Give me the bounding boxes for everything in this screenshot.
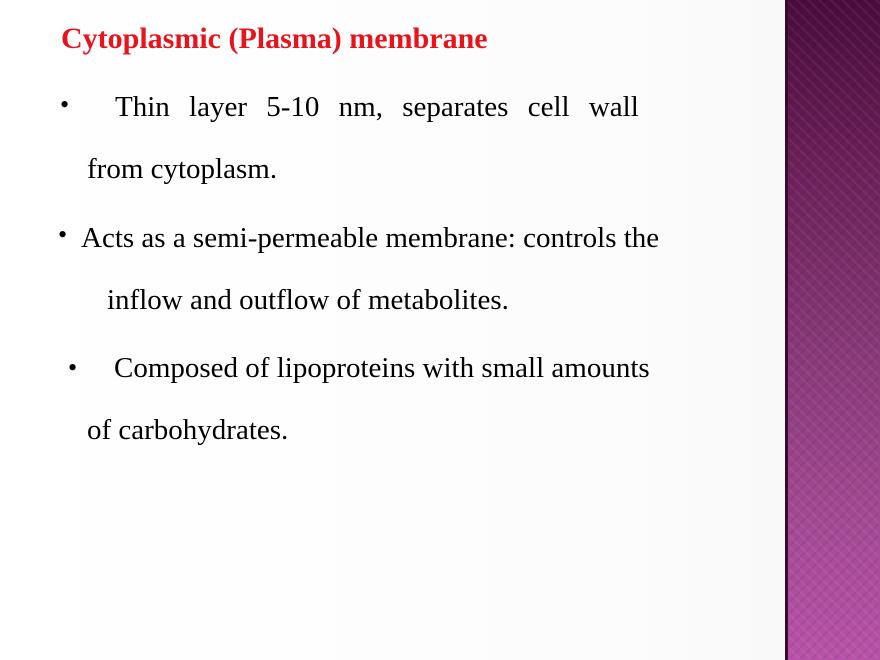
decorative-side-band xyxy=(785,0,880,660)
bullet-3-line-2: of carbohydrates. xyxy=(87,414,289,446)
slide-title: Cytoplasmic (Plasma) membrane xyxy=(61,22,488,55)
bullet-icon: • xyxy=(58,220,68,249)
bullet-2-line-1: Acts as a semi-permeable membrane: controls the xyxy=(81,222,660,254)
bullet-1-line-2: from cytoplasm. xyxy=(87,153,278,185)
bullet-icon: • xyxy=(60,90,70,119)
bullet-3-line-1: Composed of lipoproteins with small amounts xyxy=(114,352,650,384)
bullet-1-line-1: Thin layer 5-10 nm, separates cell wall xyxy=(115,91,639,123)
bullet-icon: • xyxy=(68,353,78,382)
bullet-2-line-2: inflow and outflow of metabolites. xyxy=(107,284,509,316)
